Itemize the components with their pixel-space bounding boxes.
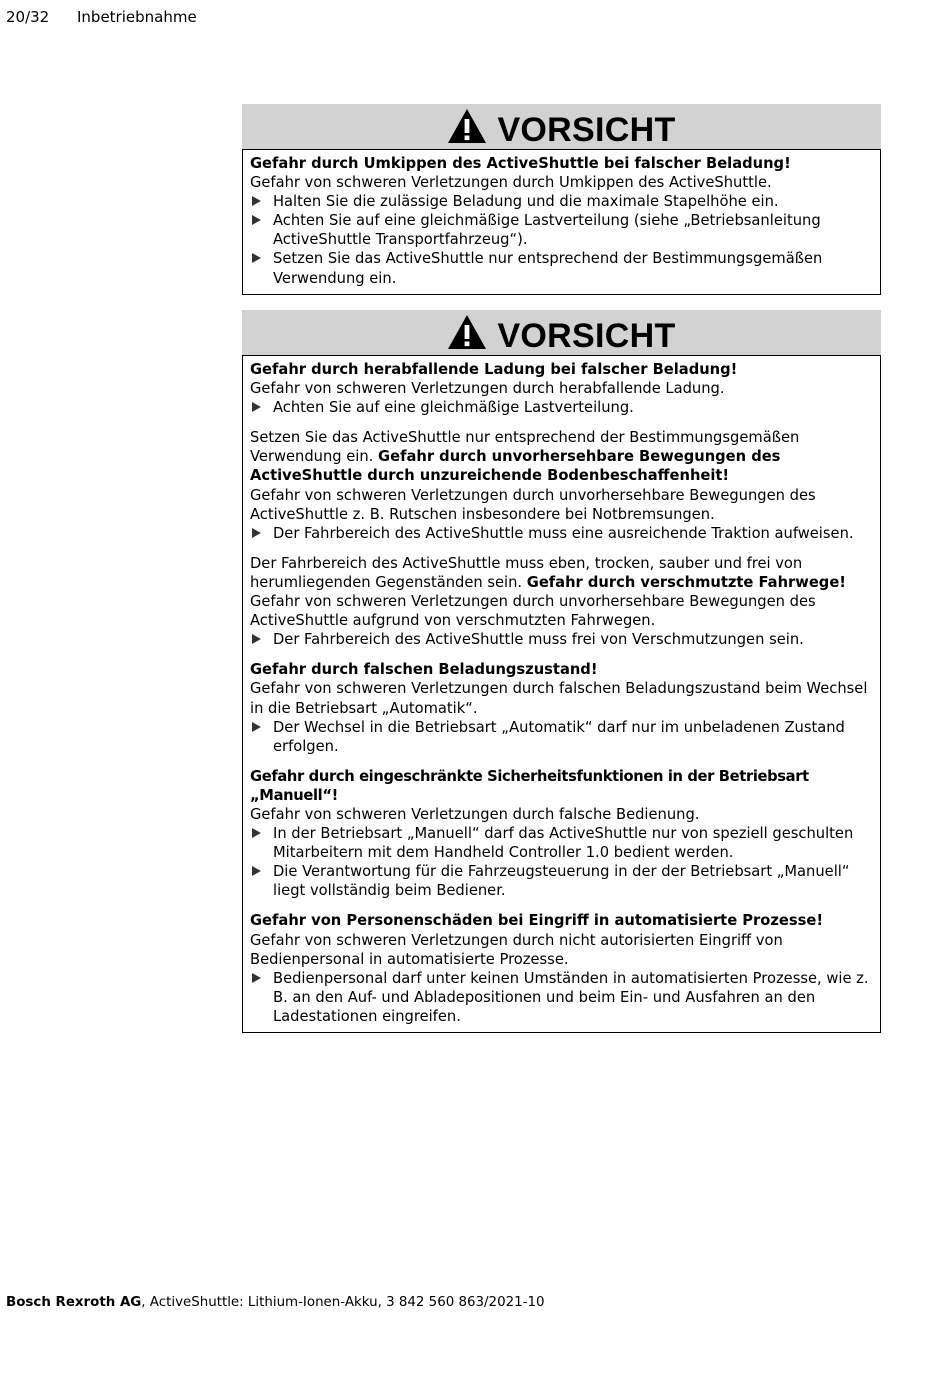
section-title: Inbetriebnahme <box>77 8 197 26</box>
bullet-triangle-icon <box>252 828 261 838</box>
bullet-triangle-icon <box>252 253 261 263</box>
hazard-text: Gefahr von schweren Verletzungen durch unvorhersehbare Bewegungen des ActiveShuttle aufgrund von verschmutzten Fahrwegen. <box>250 593 816 630</box>
bullet-triangle-icon <box>252 973 261 983</box>
measure-item: Bedienpersonal darf unter keinen Umständen in automatisierten Prozesse, wie z. B. an den Auf- und Abladepositionen und beim Ein- und Ausfahren an den Ladestationen eingreifen. <box>250 969 874 1026</box>
caution-header <box>242 104 881 150</box>
hazard-text: Gefahr von schweren Verletzungen durch herabfallende Ladung. <box>250 380 725 398</box>
bullet-triangle-icon <box>252 402 261 412</box>
hazard-paragraph: Der Fahrbereich des ActiveShuttle muss eben, trocken, sauber und frei von herumliegenden Gegenständen sein. Gefahr durch verschmutzte Fahrwege! <box>250 554 846 591</box>
hazard-text: Gefahr von schweren Verletzungen durch Umkippen des ActiveShuttle. <box>250 174 772 192</box>
bullet-triangle-icon <box>252 215 261 225</box>
caution-box-2 <box>242 310 881 1033</box>
page-footer <box>6 1294 545 1312</box>
hazard-heading: Gefahr durch verschmutzte Fahrwege! <box>526 573 846 591</box>
footer-company: Bosch Rexroth AG <box>6 1295 142 1310</box>
bullet-triangle-icon <box>252 196 261 206</box>
measure-item: Der Wechsel in die Betriebsart „Automatik“ darf nur im unbeladenen Zustand erfolgen. <box>250 718 874 756</box>
measure-item: Der Fahrbereich des ActiveShuttle muss frei von Verschmutzungen sein. <box>250 630 874 649</box>
measure-list <box>250 192 874 287</box>
footer-document-info: , ActiveShuttle: Lithium-Ionen-Akku, 3 842 560 863/2021-10 <box>141 1295 545 1310</box>
measure-list <box>250 718 874 756</box>
hazard-heading: Gefahr von Personenschäden bei Eingriff in automatisierte Prozesse! <box>250 912 824 930</box>
bullet-triangle-icon <box>252 722 261 732</box>
caution-body <box>243 150 880 294</box>
hazard-heading: Gefahr durch Umkippen des ActiveShuttle bei falscher Beladung! <box>250 155 791 172</box>
hazard-heading: Gefahr durch eingeschränkte Sicherheitsfunktionen in der Betriebsart „Manuell“! <box>250 767 809 804</box>
hazard-text: Gefahr von schweren Verletzungen durch falsche Bedienung. <box>250 805 700 823</box>
warning-triangle-icon <box>447 314 487 350</box>
warning-triangle-icon <box>447 108 487 144</box>
page-number: 20/32 <box>6 8 50 26</box>
measure-list <box>250 524 874 543</box>
measure-list <box>250 969 874 1026</box>
measure-list <box>250 630 874 649</box>
caution-box-1 <box>242 104 881 295</box>
caution-body <box>243 356 880 1032</box>
caution-title: VORSICHT <box>497 317 676 355</box>
measure-item: Der Fahrbereich des ActiveShuttle muss eine ausreichende Traktion aufweisen. <box>250 524 874 543</box>
measure-item: In der Betriebsart „Manuell“ darf das ActiveShuttle nur von speziell geschulten Mitarbeitern mit dem Handheld Controller 1.0 bedient werden. <box>250 824 874 862</box>
measure-list <box>250 398 874 417</box>
hazard-text: Gefahr von schweren Verletzungen durch falschen Beladungszustand beim Wechsel in die Betriebsart „Automatik“. <box>250 680 868 717</box>
hazard-heading: Gefahr durch falschen Beladungszustand! <box>250 661 598 679</box>
measure-item: Halten Sie die zulässige Beladung und die maximale Stapelhöhe ein. <box>250 192 874 211</box>
bullet-triangle-icon <box>252 634 261 644</box>
measure-item: Die Verantwortung für die Fahrzeugsteuerung in der der Betriebsart „Manuell“ liegt vollständig beim Bediener. <box>250 862 874 900</box>
hazard-paragraph: Setzen Sie das ActiveShuttle nur entsprechend der Bestimmungsgemäßen Verwendung ein. Gefahr durch unvorhersehbare Bewegungen des ActiveShuttle durch unzureichende Bodenbeschaffenheit! <box>250 429 800 485</box>
bullet-triangle-icon <box>252 866 261 876</box>
caution-title: VORSICHT <box>497 111 676 149</box>
hazard-heading: Gefahr durch unvorhersehbare Bewegungen des ActiveShuttle durch unzureichende Bodenbeschaffenheit! <box>250 448 781 485</box>
caution-header <box>242 310 881 356</box>
bullet-triangle-icon <box>252 528 261 538</box>
hazard-text: Gefahr von schweren Verletzungen durch unvorhersehbare Bewegungen des ActiveShuttle z. B. Rutschen insbesondere bei Notbremsungen. <box>250 486 816 523</box>
measure-item: Setzen Sie das ActiveShuttle nur entsprechend der Bestimmungsgemäßen Verwendung ein. <box>250 249 874 287</box>
hazard-heading: Gefahr durch herabfallende Ladung bei falscher Beladung! <box>250 361 738 378</box>
measure-item: Achten Sie auf eine gleichmäßige Lastverteilung. <box>250 398 874 417</box>
page-header <box>6 7 197 27</box>
hazard-text: Gefahr von schweren Verletzungen durch nicht autorisierten Eingriff von Bedienpersonal in automatisierte Prozesse. <box>250 931 783 968</box>
measure-item: Achten Sie auf eine gleichmäßige Lastverteilung (siehe „Betriebsanleitung ActiveShuttle Transportfahrzeug“). <box>250 211 874 249</box>
measure-list <box>250 824 874 900</box>
